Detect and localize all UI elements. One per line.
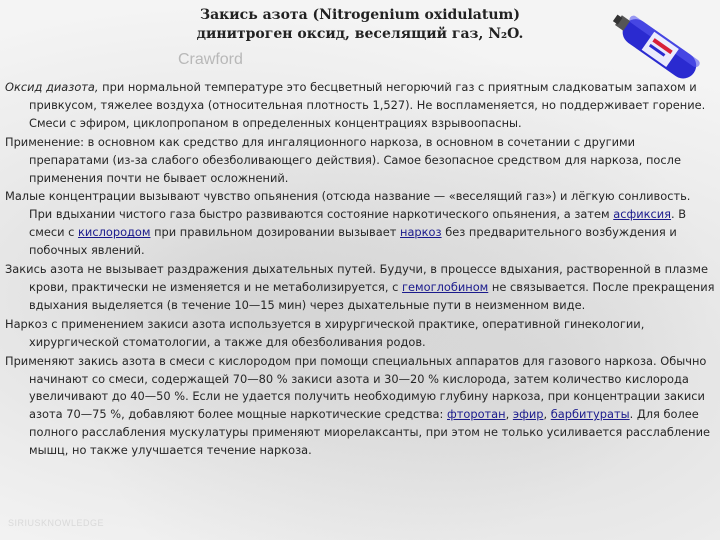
body-text	[5, 79, 717, 461]
effects-text-1: Малые концентрации вызывают чувство опьянения (отсюда название — «веселящий газ») и лёгкую сонливость. При вдыхании чистого газа быстро развиваются состояние наркотического опьянения, а затем	[5, 189, 691, 222]
title-line-2: динитроген оксид, веселящий газ, N₂O.	[196, 26, 524, 42]
watermark-text: Crawford	[178, 51, 243, 68]
link-ether[interactable]: эфир	[512, 407, 544, 422]
surgery-text: Наркоз с применением закиси азота используется в хирургической практике, оперативной гинекологии, хирургической стоматологии, а также для обезболивания родов.	[5, 316, 645, 349]
title-line-1: Закись азота (Nitrogenium oxidulatum)	[200, 7, 520, 23]
dosage-text-2: ,	[505, 407, 513, 422]
effects-text-2: . В смеси с	[29, 207, 687, 240]
paragraph-effects	[5, 188, 717, 260]
link-asphyxia[interactable]: асфиксия	[613, 207, 672, 222]
paragraph-surgery	[5, 316, 717, 352]
gas-cylinder-icon	[612, 8, 708, 88]
paragraph-dosage	[5, 353, 717, 460]
effects-text-3: при правильном дозировании вызывает	[150, 225, 400, 240]
metabolism-text-2: не связывается. После прекращения вдыхания выделяется (в течение 10—15 мин) через дыхательные пути в неизменном виде.	[29, 279, 715, 312]
effects-text-4: без предварительного возбуждения и побочных явлений.	[29, 225, 677, 258]
dosage-text-4: . Для более полного расслабления мускулатуры применяют миорелаксанты, при этом не только усиливается расслабление мышц, но также улучшается течение наркоза.	[29, 407, 710, 458]
dosage-text-3: ,	[543, 407, 551, 422]
paragraph-metabolism	[5, 261, 717, 315]
paragraph-application	[5, 134, 717, 188]
link-barbiturates[interactable]: барбитураты	[550, 407, 630, 422]
properties-text: при нормальной температуре это бесцветный негорючий газ с приятным сладковатым запахом и привкусом, тяжелее воздуха (относительная плотность 1,527). Не воспламеняется, но поддерживает горение. Смеси с эфиром, циклопропаном в определенных концентрациях взрывоопасны.	[29, 80, 706, 130]
paragraph-properties	[5, 79, 717, 133]
link-fluorotane[interactable]: фторотан	[447, 407, 506, 422]
link-narcosis[interactable]: наркоз	[400, 225, 442, 240]
link-hemoglobin[interactable]: гемоглобином	[402, 279, 489, 294]
application-text: Применение: в основном как средство для ингаляционного наркоза, в основном в сочетании с другими препаратами (из-за слабого обезболивающего действия). Самое безопасное средством для наркоза, после применения почти не бывает осложнений.	[5, 134, 681, 185]
dosage-text-1: Применяют закись азота в смеси с кислородом при помощи специальных аппаратов для газового наркоза. Обычно начинают со смеси, содержащей 70—80 % закиси азота и 30—20 % кислорода, затем количество кислорода увеличивают до 40—50 %. Если не удается получить необходимую глубину наркоза, при концентрации закиси азота 70—75 %, добавляют более мощные наркотические средства:	[5, 353, 707, 422]
term-oxide: Оксид диазота,	[5, 80, 99, 94]
bottom-watermark: SIRIUSKNOWLEDGE	[8, 518, 105, 528]
slide-title	[150, 6, 570, 44]
metabolism-text-1: Закись азота не вызывает раздражения дыхательных путей. Будучи, в процессе вдыхания, растворенной в плазме крови, практически не изменяется и не метаболизируется, с	[5, 262, 708, 294]
link-oxygen[interactable]: кислородом	[78, 225, 151, 240]
